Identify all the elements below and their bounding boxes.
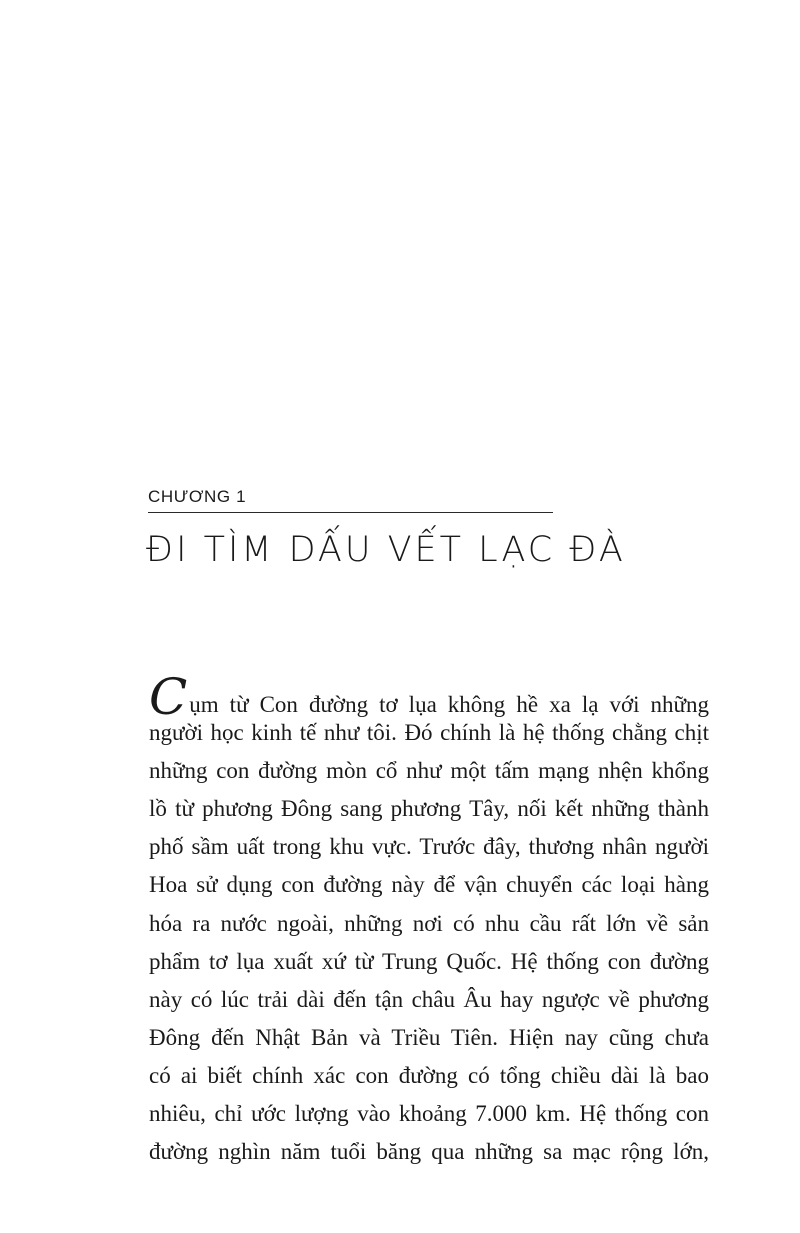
paragraph-line: những con đường mòn cổ như một tấm mạng nhện khổng [149, 758, 709, 784]
paragraph-line: người học kinh tế như tôi. Đó chính là hệ thống chằng chịt [149, 720, 709, 746]
paragraph-line: phố sầm uất trong khu vực. Trước đây, thương nhân người [149, 834, 709, 860]
paragraph-line [149, 668, 709, 726]
chapter-title: ĐI TÌM DẤU VẾT LẠC ĐÀ [146, 530, 626, 570]
paragraph-line: nhiêu, chỉ ước lượng vào khoảng 7.000 km. Hệ thống con [149, 1101, 709, 1127]
paragraph-line: hóa ra nước ngoài, những nơi có nhu cầu rất lớn về sản [149, 910, 709, 936]
paragraph-line: Đông đến Nhật Bản và Triều Tiên. Hiện nay cũng chưa [149, 1024, 709, 1050]
paragraph-line-text: ụm từ Con đường tơ lụa không hề xa lạ với những [189, 692, 709, 717]
paragraph-line: này có lúc trải dài đến tận châu Âu hay ngược về phương [149, 986, 709, 1012]
drop-cap: C [149, 668, 188, 726]
chapter-label: CHƯƠNG 1 [148, 487, 247, 506]
paragraph-line: Hoa sử dụng con đường này để vận chuyển các loại hàng [149, 872, 709, 898]
paragraph-line: lồ từ phương Đông sang phương Tây, nối kết những thành [149, 796, 709, 822]
body-paragraph [149, 668, 709, 1171]
paragraph-line: có ai biết chính xác con đường có tổng chiều dài là bao [149, 1062, 709, 1088]
paragraph-line: phẩm tơ lụa xuất xứ từ Trung Quốc. Hệ thống con đường [149, 948, 709, 974]
chapter-rule [148, 512, 553, 513]
paragraph-line: đường nghìn năm tuổi băng qua những sa mạc rộng lớn, [149, 1139, 709, 1165]
